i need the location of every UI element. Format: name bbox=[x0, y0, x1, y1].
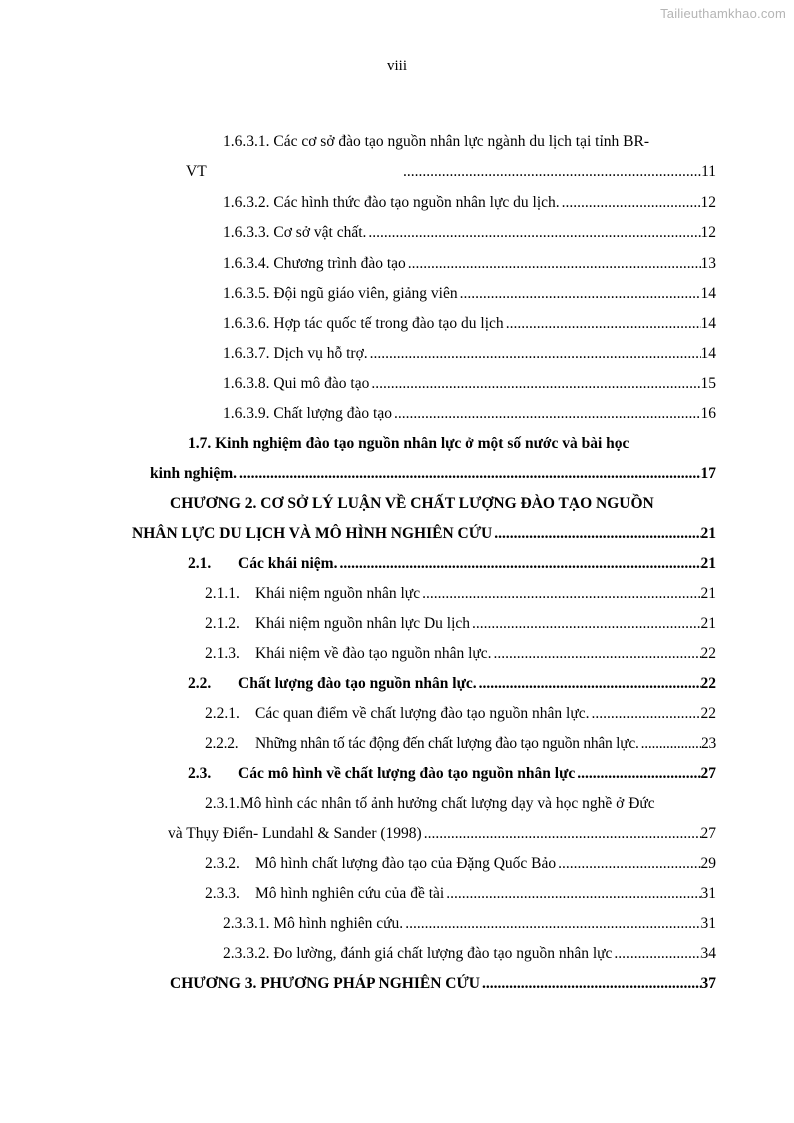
toc-entry-number: 2.2. bbox=[188, 675, 212, 692]
toc-page-number: 14 bbox=[700, 315, 716, 332]
toc-chapter-2-line1[interactable] bbox=[170, 493, 654, 515]
toc-entry-number: 1.6.3.3. bbox=[223, 224, 270, 241]
toc-leader bbox=[239, 463, 700, 485]
toc-page-number: 29 bbox=[700, 855, 716, 872]
toc-entry-title: Chất lượng đào tạo nguồn nhân lực. bbox=[238, 675, 477, 692]
toc-leader bbox=[460, 283, 701, 305]
toc-entry-title: kinh nghiệm. bbox=[150, 465, 238, 482]
toc-entry-title: Cơ sở vật chất. bbox=[273, 224, 367, 241]
toc-page-number: 13 bbox=[700, 255, 716, 272]
toc-entry-2-2-2[interactable] bbox=[205, 733, 716, 755]
toc-entry-title: Đội ngũ giáo viên, giảng viên bbox=[273, 285, 458, 302]
toc-leader bbox=[577, 763, 700, 785]
toc-entry-2-3-1-line1[interactable] bbox=[205, 793, 655, 815]
toc-leader bbox=[506, 313, 701, 335]
toc-page-number: 23 bbox=[701, 735, 716, 752]
toc-leader bbox=[558, 853, 700, 875]
toc-entry-title: Các quan điểm về chất lượng đào tạo nguồn nhân lực. bbox=[255, 705, 590, 722]
toc-entry-2-1-3[interactable] bbox=[205, 643, 716, 665]
toc-entry-title: Khái niệm nguồn nhân lực Du lịch bbox=[255, 615, 471, 632]
toc-entry-2-1[interactable] bbox=[188, 553, 716, 575]
toc-leader bbox=[479, 673, 701, 695]
toc-page-number: 11 bbox=[701, 163, 716, 180]
toc-page-number: 17 bbox=[700, 465, 716, 482]
toc-entry-number: 2.1.2. bbox=[205, 615, 240, 632]
toc-leader bbox=[408, 253, 701, 275]
toc-page-number: 27 bbox=[700, 765, 716, 782]
toc-entry-title: CHƯƠNG 2. CƠ SỞ LÝ LUẬN VỀ CHẤT LƯỢNG ĐÀO TẠO NGUỒN bbox=[170, 495, 654, 512]
toc-entry-2-2-1[interactable] bbox=[205, 703, 716, 725]
toc-entry-title: Mô hình nghiên cứu của đề tài bbox=[255, 885, 445, 902]
toc-entry-title: và Thụy Điển- Lundahl & Sander (1998) bbox=[168, 825, 422, 842]
toc-entry-title: Đo lường, đánh giá chất lượng đào tạo nguồn nhân lực bbox=[273, 945, 613, 962]
toc-entry-2-1-1[interactable] bbox=[205, 583, 716, 605]
toc-entry-number: 1.6.3.5. bbox=[223, 285, 270, 302]
toc-leader bbox=[424, 823, 701, 845]
toc-entry-number: 2.1. bbox=[188, 555, 212, 572]
toc-leader bbox=[422, 583, 700, 605]
toc-entry-title: Dịch vụ hỗ trợ. bbox=[273, 345, 368, 362]
toc-entry-number: 1.6.3.6. bbox=[223, 315, 270, 332]
watermark: Tailieuthamkhao.com bbox=[660, 6, 786, 21]
toc-entry-1-6-3-8[interactable] bbox=[223, 373, 716, 395]
toc-entry-title: NHÂN LỰC DU LỊCH VÀ MÔ HÌNH NGHIÊN CỨU bbox=[132, 525, 493, 542]
toc-page-number: 27 bbox=[700, 825, 716, 842]
toc-entry-number: 1.6.3.8. bbox=[223, 375, 270, 392]
toc-leader bbox=[494, 643, 701, 665]
toc-entry-1-6-3-7[interactable] bbox=[223, 343, 716, 365]
toc-entry-title: CHƯƠNG 3. PHƯƠNG PHÁP NGHIÊN CỨU bbox=[170, 975, 480, 992]
toc-entry-title: Mô hình chất lượng đào tạo của Đặng Quốc Bảo bbox=[255, 855, 557, 872]
toc-page-number: 37 bbox=[700, 975, 716, 992]
toc-page-number: 12 bbox=[700, 224, 716, 241]
toc-entry-1-7-line1[interactable] bbox=[188, 433, 629, 455]
toc-leader bbox=[339, 553, 700, 575]
page-number: viii bbox=[386, 58, 407, 74]
toc-page-number: 31 bbox=[700, 885, 716, 902]
toc-page-number: 22 bbox=[700, 645, 716, 662]
toc-entry-title: Chương trình đào tạo bbox=[273, 255, 406, 272]
toc-entry-number: 1.6.3.1. bbox=[223, 133, 270, 150]
toc-entry-number: 2.3. bbox=[188, 765, 212, 782]
toc-leader bbox=[371, 373, 700, 395]
toc-entry-number: 2.1.3. bbox=[205, 645, 240, 662]
toc-page-number: 31 bbox=[700, 915, 716, 932]
toc-leader bbox=[482, 973, 701, 995]
toc-entry-1-6-3-4[interactable] bbox=[223, 253, 716, 275]
toc-entry-title: Các mô hình về chất lượng đào tạo nguồn nhân lực bbox=[238, 765, 576, 782]
toc-entry-1-6-3-1-line1[interactable] bbox=[223, 131, 649, 153]
toc-leader bbox=[405, 913, 700, 935]
toc-entry-number: 2.2.1. bbox=[205, 705, 240, 722]
toc-chapter-2-line2[interactable] bbox=[132, 523, 716, 545]
toc-entry-2-3-3-1[interactable] bbox=[223, 913, 716, 935]
toc-entry-title: Những nhân tố tác động đến chất lượng đào tạo nguồn nhân lực. bbox=[255, 735, 639, 752]
toc-page-number: 21 bbox=[700, 525, 716, 542]
toc-leader bbox=[370, 343, 701, 365]
toc-leader bbox=[494, 523, 700, 545]
toc-entry-number: 2.2.2. bbox=[205, 735, 239, 752]
toc-entry-title: Khái niệm về đào tạo nguồn nhân lực. bbox=[255, 645, 492, 662]
toc-entry-number: 2.1.1. bbox=[205, 585, 240, 602]
toc-page-number: 21 bbox=[700, 555, 716, 572]
toc-entry-1-6-3-2[interactable] bbox=[223, 192, 716, 214]
toc-page-number: 15 bbox=[700, 375, 716, 392]
toc-entry-number: 2.3.3.2. bbox=[223, 945, 270, 962]
toc-entry-title: Mô hình các nhân tố ảnh hưởng chất lượng dạy và học nghề ở Đức bbox=[239, 795, 655, 812]
toc-entry-number: 2.3.3.1. bbox=[223, 915, 270, 932]
toc-entry-2-3-3[interactable] bbox=[205, 883, 716, 905]
toc-chapter-3[interactable] bbox=[170, 973, 716, 995]
toc-entry-2-3-2[interactable] bbox=[205, 853, 716, 875]
toc-entry-title: Mô hình nghiên cứu. bbox=[273, 915, 404, 932]
toc-entry-2-3-1-line2[interactable] bbox=[168, 823, 716, 845]
toc-entry-number: 2.3.1. bbox=[205, 795, 240, 812]
toc-page-number: 14 bbox=[700, 285, 716, 302]
toc-entry-number: 1.6.3.7. bbox=[223, 345, 270, 362]
toc-entry-number: 1.6.3.4. bbox=[223, 255, 270, 272]
toc-entry-2-3[interactable] bbox=[188, 763, 716, 785]
toc-entry-number: 1.6.3.9. bbox=[223, 405, 270, 422]
toc-entry-2-2[interactable] bbox=[188, 673, 716, 695]
toc-page-number: 12 bbox=[700, 194, 716, 211]
toc-entry-title: Khái niệm nguồn nhân lực bbox=[255, 585, 421, 602]
toc-entry-title: VT bbox=[186, 163, 207, 180]
toc-leader bbox=[472, 613, 700, 635]
toc-entry-2-3-3-2[interactable] bbox=[223, 943, 716, 965]
toc-entry-1-6-3-9[interactable] bbox=[223, 403, 716, 425]
toc-entry-title: Kinh nghiệm đào tạo nguồn nhân lực ở một số nước và bài học bbox=[215, 435, 630, 452]
toc-entry-title: Chất lượng đào tạo bbox=[273, 405, 392, 422]
toc-entry-title: Các cơ sở đào tạo nguồn nhân lực ngành du lịch tại tỉnh BR- bbox=[273, 133, 650, 150]
toc-leader bbox=[368, 222, 700, 244]
toc-entry-number: 2.3.2. bbox=[205, 855, 240, 872]
toc-leader bbox=[446, 883, 700, 905]
toc-entry-1-6-3-1-line2[interactable] bbox=[186, 161, 716, 183]
toc-page-number: 21 bbox=[700, 615, 716, 632]
toc-entry-1-6-3-5[interactable] bbox=[223, 283, 716, 305]
toc-leader bbox=[591, 703, 700, 725]
toc-page-number: 14 bbox=[700, 345, 716, 362]
toc-entry-title: Qui mô đào tạo bbox=[273, 375, 370, 392]
toc-leader bbox=[403, 161, 701, 183]
toc-page-number: 22 bbox=[700, 705, 716, 722]
toc-entry-2-1-2[interactable] bbox=[205, 613, 716, 635]
toc-entry-number: 1.6.3.2. bbox=[223, 194, 270, 211]
toc-leader bbox=[562, 192, 701, 214]
toc-entry-1-7-line2[interactable] bbox=[150, 463, 716, 485]
toc-page-number: 34 bbox=[700, 945, 716, 962]
toc-entry-title: Các khái niệm. bbox=[238, 555, 338, 572]
toc-entry-title: Các hình thức đào tạo nguồn nhân lực du lịch. bbox=[273, 194, 560, 211]
toc-entry-number: 1.7. bbox=[188, 435, 212, 452]
toc-entry-number: 2.3.3. bbox=[205, 885, 240, 902]
toc-entry-1-6-3-3[interactable] bbox=[223, 222, 716, 244]
toc-page-number: 22 bbox=[700, 675, 716, 692]
toc-entry-1-6-3-6[interactable] bbox=[223, 313, 716, 335]
toc-page-number: 16 bbox=[700, 405, 716, 422]
toc-leader bbox=[614, 943, 700, 965]
toc-entry-title: Hợp tác quốc tế trong đào tạo du lịch bbox=[273, 315, 504, 332]
toc-leader bbox=[394, 403, 701, 425]
toc-leader bbox=[641, 733, 701, 755]
toc-page-number: 21 bbox=[700, 585, 716, 602]
